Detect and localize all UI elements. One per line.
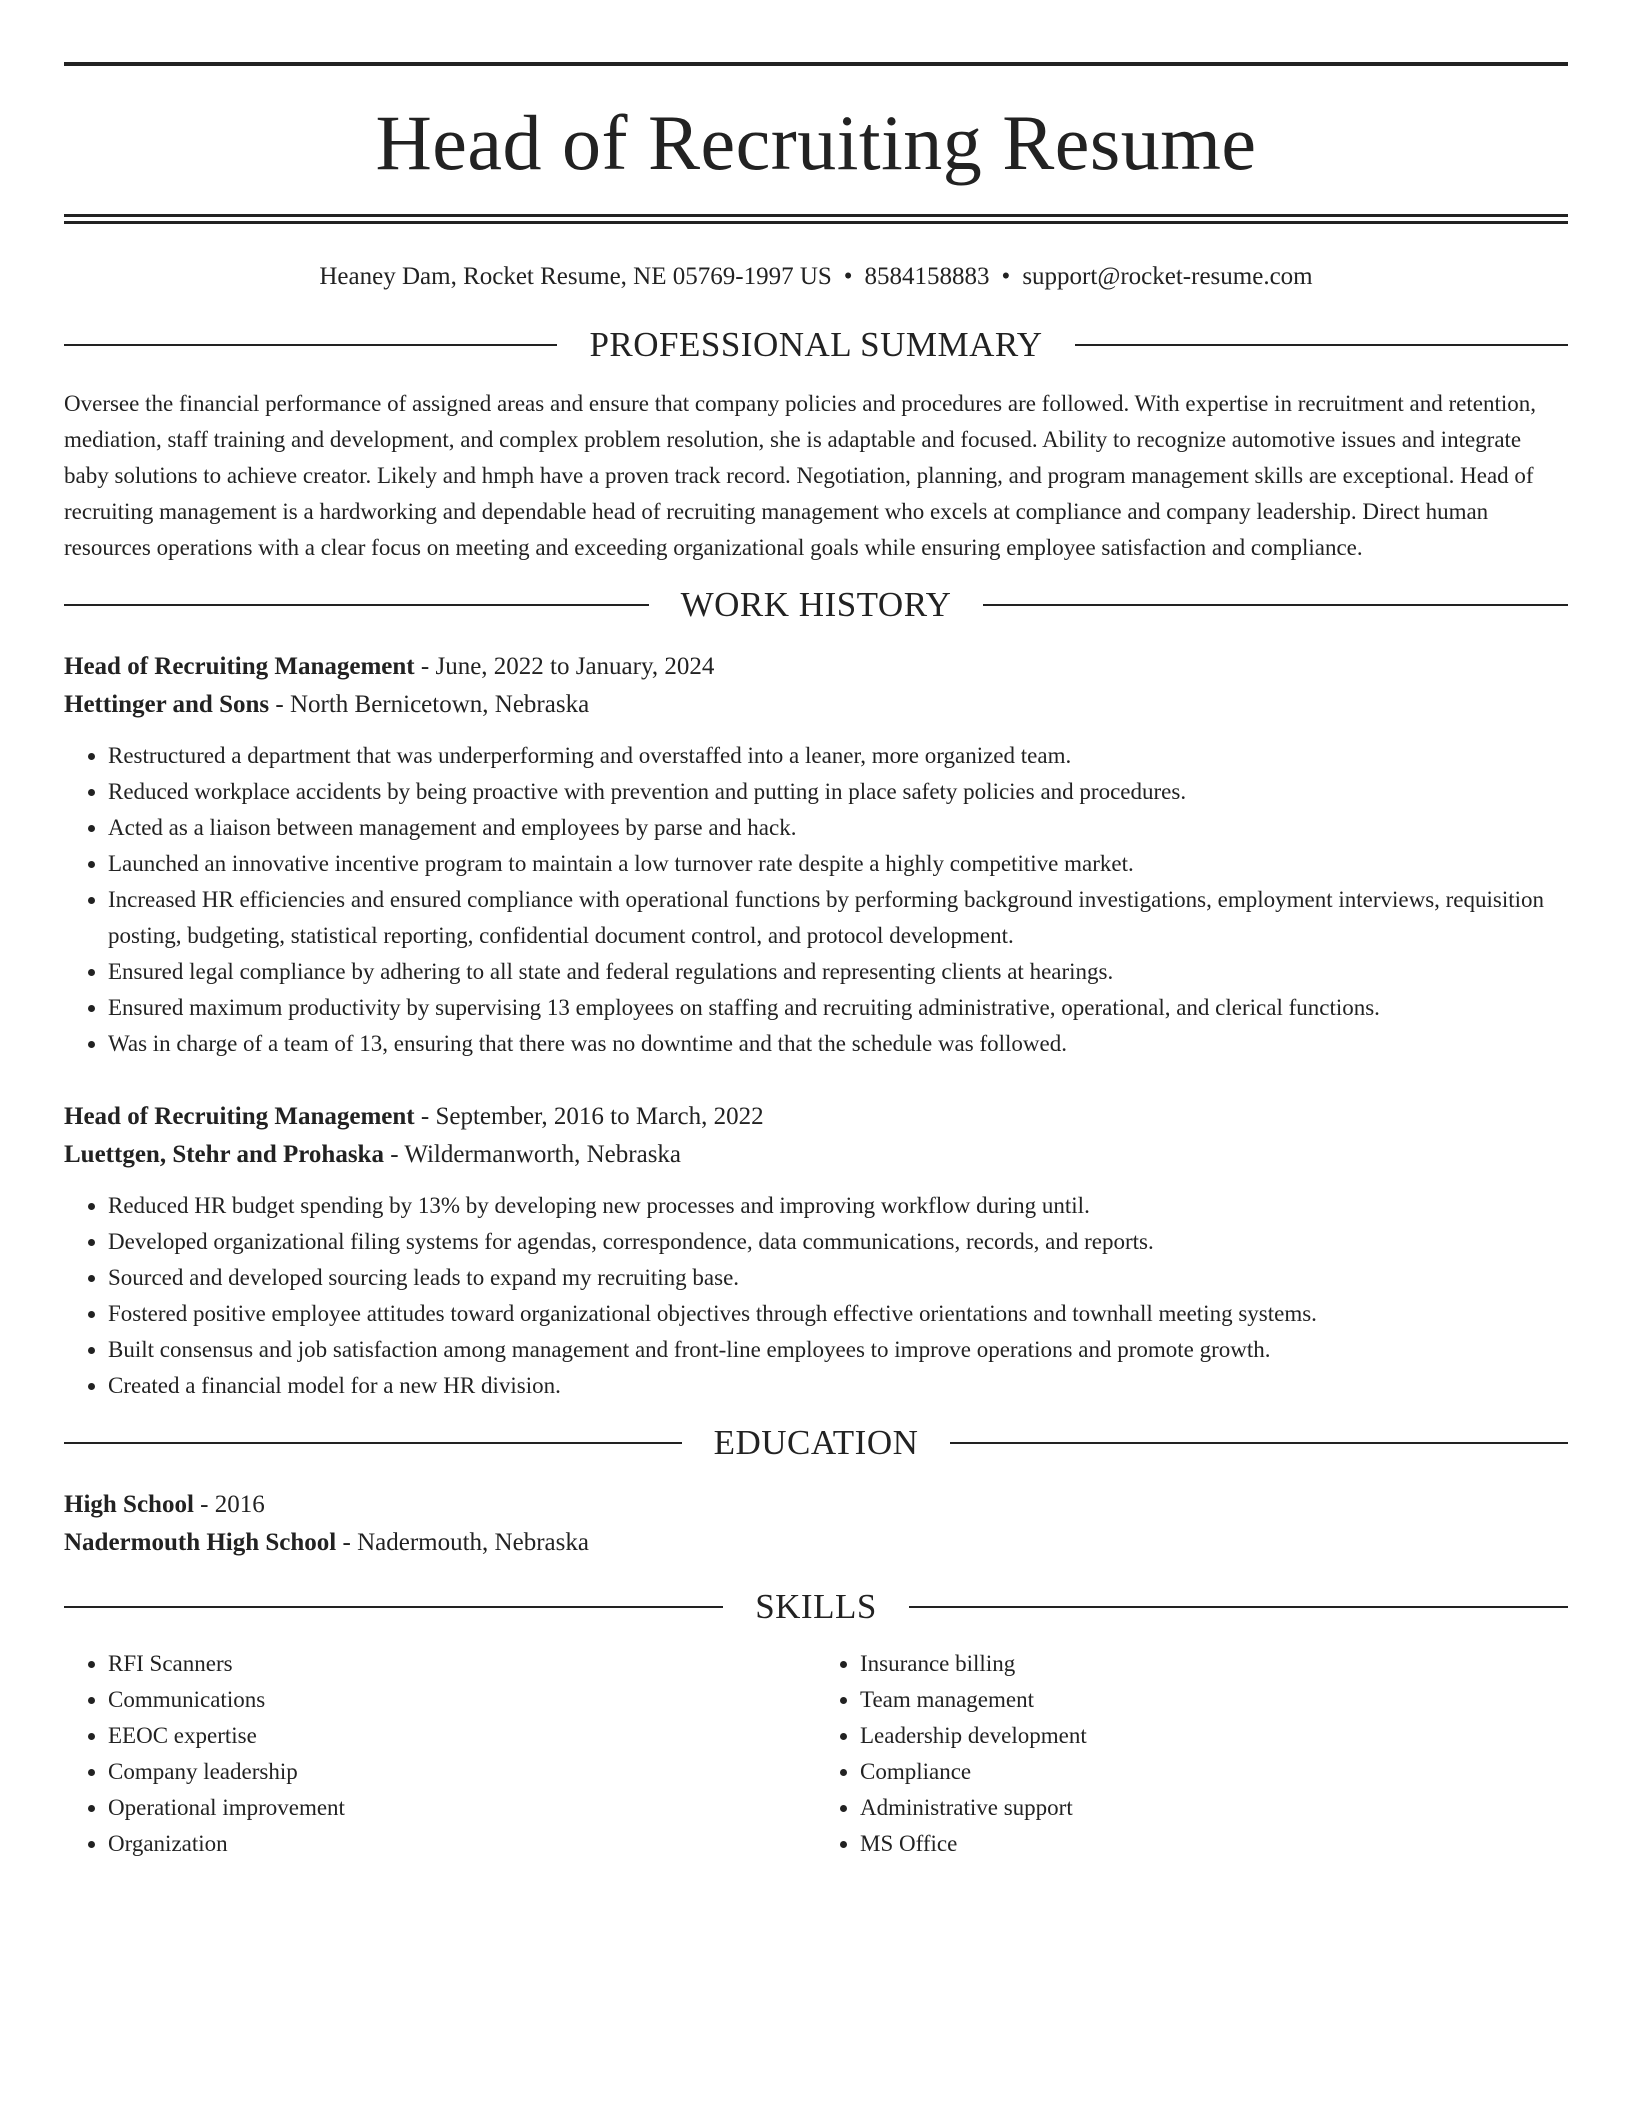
school-name: Nadermouth High School [64,1529,337,1556]
job-title: Head of Recruiting Management [64,1103,415,1130]
list-item: • Sourced and developed sourcing leads to expand my recruiting base. [108,1260,1568,1296]
skill-item: • Leadership development [860,1718,1568,1754]
skill-item: • Administrative support [860,1790,1568,1826]
contact-separator: • [843,263,853,290]
list-item: • Was in charge of a team of 13, ensuring that there was no downtime and that the schedule was followed. [108,1026,1568,1062]
contact-address: Heaney Dam, Rocket Resume, NE 05769-1997 US [319,263,832,290]
list-item: • Ensured legal compliance by adhering to all state and federal regulations and representing clients at hearings. [108,954,1568,990]
skills-column-left [64,1646,816,1862]
skills-column-right [816,1646,1568,1862]
section-title: WORK HISTORY [680,585,952,624]
divider-line [64,1606,723,1608]
list-item: • Created a financial model for a new HR division. [108,1368,1568,1404]
job-company-line [64,686,1568,724]
job-location: - North Bernicetown, Nebraska [269,691,590,718]
list-item: • Developed organizational filing systems for agendas, correspondence, data communications, records, and reports. [108,1224,1568,1260]
list-item: • Reduced HR budget spending by 13% by developing new processes and improving workflow during until. [108,1188,1568,1224]
list-item: • Ensured maximum productivity by supervising 13 employees on staffing and recruiting administrative, operational, and clerical functions. [108,990,1568,1026]
contact-email: support@rocket-resume.com [1022,263,1313,290]
skill-item: • RFI Scanners [108,1646,816,1682]
job-company: Hettinger and Sons [64,691,270,718]
skill-item: • Team management [860,1682,1568,1718]
skill-item: • EEOC expertise [108,1718,816,1754]
degree: High School [64,1491,194,1518]
education-entry [64,1486,1568,1562]
skill-item: • Organization [108,1826,816,1862]
job-title-line [64,648,1568,686]
school-line [64,1524,1568,1562]
degree-year: - 2016 [193,1491,265,1518]
job-dates: - September, 2016 to March, 2022 [414,1103,764,1130]
job-entry [64,648,1568,1062]
skills-grid [64,1646,1568,1862]
skill-item: • Compliance [860,1754,1568,1790]
section-title: EDUCATION [713,1423,919,1462]
summary-text: Oversee the financial performance of assigned areas and ensure that company policies and procedures are followed. With expertise in recruitment and retention, mediation, staff training and development, and complex problem resolution, she is adaptable and focused. Ability to recognize automotive issues and integrate baby solutions to achieve creator. Likely and hmph have a proven track record. Negotiation, planning, and program management skills are exceptional. Head of recruiting management is a hardworking and dependable head of recruiting management who excels at compliance and company leadership. Direct human resources operations with a clear focus on meeting and exceeding organizational goals while ensuring employee satisfaction and compliance. [64,391,1536,560]
job-company-line [64,1136,1568,1174]
divider-line [64,344,557,346]
skill-item: • Company leadership [108,1754,816,1790]
divider-line [909,1606,1568,1608]
resume-title: Head of Recruiting Resume [375,99,1257,186]
contact-separator: • [1001,263,1011,290]
job-company: Luettgen, Stehr and Prohaska [64,1141,384,1168]
job-bullets [64,1188,1568,1404]
section-header-education [64,1422,1568,1464]
list-item: • Fostered positive employee attitudes toward organizational objectives through effective orientations and townhall meeting systems. [108,1296,1568,1332]
skill-item: • Insurance billing [860,1646,1568,1682]
divider-line [64,604,649,606]
section-header-skills [64,1586,1568,1628]
school-location: - Nadermouth, Nebraska [336,1529,589,1556]
divider-line [64,1442,682,1444]
divider-line [950,1442,1568,1444]
job-bullets [64,738,1568,1062]
job-title: Head of Recruiting Management [64,653,415,680]
contact-phone: 8584158883 [864,263,990,290]
divider-line [1075,344,1568,346]
title-double-rule [64,214,1568,224]
job-dates: - June, 2022 to January, 2024 [414,653,715,680]
skill-item: • MS Office [860,1826,1568,1862]
list-item: • Built consensus and job satisfaction among management and front-line employees to improve operations and promote growth. [108,1332,1568,1368]
list-item: • Acted as a liaison between management and employees by parse and hack. [108,810,1568,846]
divider-line [983,604,1568,606]
list-item: • Increased HR efficiencies and ensured compliance with operational functions by performing background investigations, employment interviews, requisition posting, budgeting, statistical reporting, confidential document control, and protocol development. [108,882,1568,954]
list-item: • Restructured a department that was underperforming and overstaffed into a leaner, more organized team. [108,738,1568,774]
job-title-line [64,1098,1568,1136]
degree-line [64,1486,1568,1524]
skill-item: • Operational improvement [108,1790,816,1826]
section-header-work-history [64,584,1568,626]
job-entry [64,1098,1568,1404]
section-header-summary [64,324,1568,366]
section-title: PROFESSIONAL SUMMARY [589,325,1043,364]
contact-line [64,262,1568,292]
section-title: SKILLS [755,1587,877,1626]
list-item: • Reduced workplace accidents by being proactive with prevention and putting in place safety policies and procedures. [108,774,1568,810]
job-location: - Wildermanworth, Nebraska [383,1141,682,1168]
skill-item: • Communications [108,1682,816,1718]
list-item: • Launched an innovative incentive program to maintain a low turnover rate despite a highly competitive market. [108,846,1568,882]
